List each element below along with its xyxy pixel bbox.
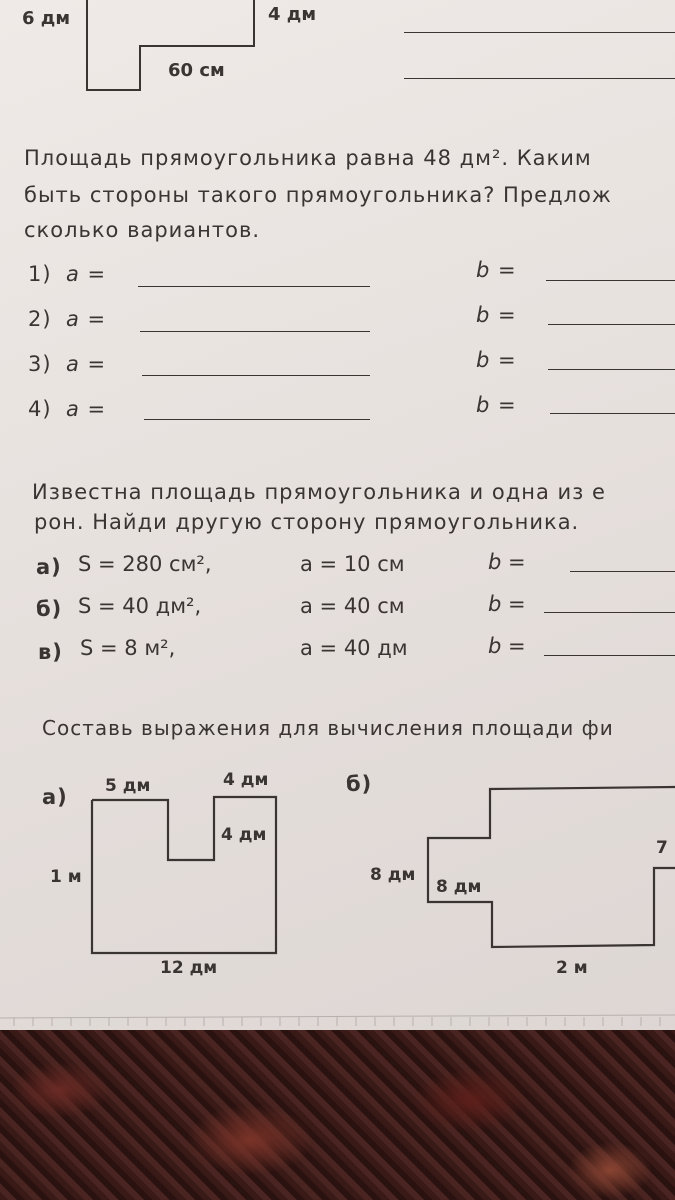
task2-row-letter: а) (36, 555, 62, 579)
task1-row-b: b = (476, 348, 517, 372)
task2-row-letter: в) (38, 640, 63, 664)
figure-b-right-partial: 7 (656, 838, 668, 858)
task2-text-line1: Известна площадь прямоугольника и одна из е (32, 480, 606, 504)
task1-row-a: a = (66, 352, 107, 376)
task1-text-line2: быть стороны такого прямоугольника? Предлож (24, 183, 612, 207)
task1-row-a: a = (66, 397, 107, 421)
figure-a-left-side: 1 м (50, 867, 82, 887)
top-label-right: 4 дм (268, 4, 317, 25)
task2-row-s: S = 40 дм², (78, 594, 202, 618)
figure-a-notch-depth: 4 дм (221, 825, 267, 845)
task2-row-a: a = 40 см (300, 594, 405, 618)
task1-text-line1: Площадь прямоугольника равна 48 дм². Каким (24, 146, 592, 170)
task1-row-num: 1) (28, 262, 52, 286)
task1-text-line3: сколько вариантов. (24, 218, 261, 242)
page-edge-ticks (0, 1012, 675, 1032)
task1-row-num: 3) (28, 352, 52, 376)
figure-a-top-left: 5 дм (105, 776, 151, 796)
task1-row-a: a = (66, 262, 107, 286)
top-label-bottom: 60 см (168, 60, 225, 81)
figure-b-left-outer: 8 дм (370, 865, 416, 885)
figure-b-bottom: 2 м (556, 958, 588, 978)
figure-b-letter: б) (346, 772, 373, 796)
task2-row-letter: б) (36, 597, 63, 621)
task1-row-num: 4) (28, 397, 52, 421)
task2-row-s: S = 8 м², (80, 636, 176, 660)
figure-b-left-inner: 8 дм (436, 877, 482, 897)
task2-row-b: b = (488, 592, 526, 616)
task2-text-line2: рон. Найди другую сторону прямоугольника. (34, 510, 580, 534)
task2-row-a: a = 40 дм (300, 636, 408, 660)
task1-row-b: b = (476, 303, 517, 327)
top-label-left: 6 дм (22, 8, 71, 29)
task2-row-s: S = 280 см², (78, 552, 212, 576)
task2-row-a: a = 10 см (300, 552, 405, 576)
task1-row-num: 2) (28, 307, 52, 331)
task1-row-a: a = (66, 307, 107, 331)
tablecloth-background (0, 1030, 675, 1200)
figure-a-top-right: 4 дм (223, 770, 269, 790)
figure-a-bottom: 12 дм (160, 958, 218, 978)
task2-row-b: b = (488, 550, 526, 574)
figure-a-letter: а) (42, 785, 68, 809)
task1-row-b: b = (476, 393, 517, 417)
task3-text: Составь выражения для вычисления площади фи (42, 716, 614, 740)
task1-row-b: b = (476, 258, 517, 282)
task2-row-b: b = (488, 634, 526, 658)
